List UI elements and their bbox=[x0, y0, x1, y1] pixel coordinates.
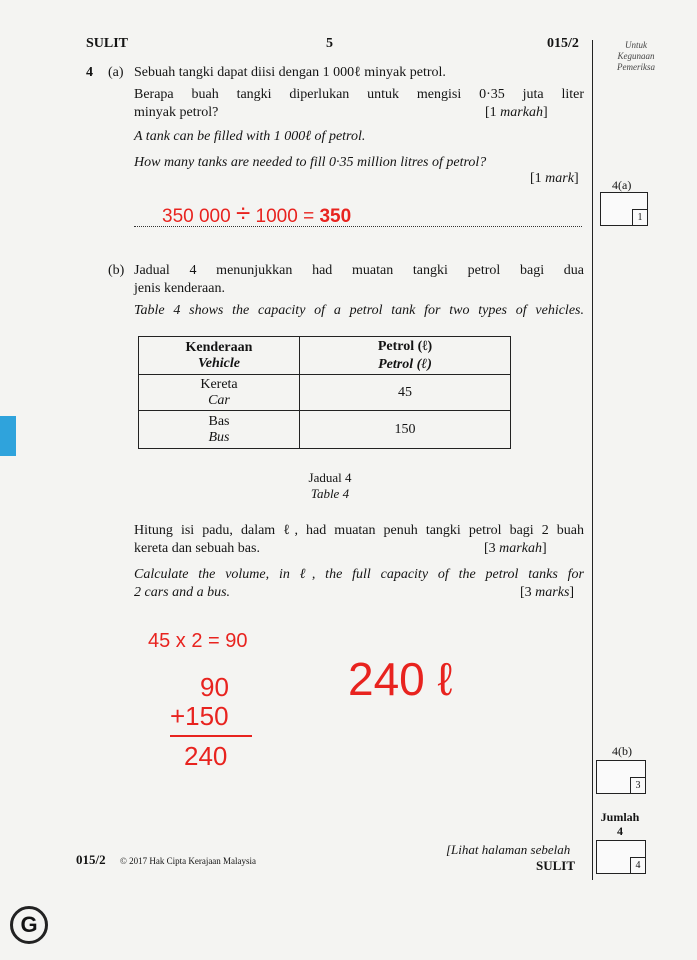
answer-line bbox=[134, 226, 582, 227]
footer-copyright: © 2017 Hak Cipta Kerajaan Malaysia bbox=[120, 856, 257, 866]
part-b-q-en2: 2 cars and a bus. bbox=[134, 585, 231, 600]
footer-next-page: [Lihat halaman sebelah bbox=[446, 842, 571, 857]
header-vehicle-en: Vehicle bbox=[198, 355, 240, 371]
row-car-value: 45 bbox=[300, 375, 511, 411]
answer-a-working bbox=[162, 198, 351, 229]
part-a-line2: Berapa buah tangki diperlukan untuk mengisi 0·35 juta liter bbox=[134, 87, 584, 102]
table-row bbox=[139, 375, 511, 411]
part-a-line1: Sebuah tangki dapat diisi dengan 1 000ℓ minyak petrol. bbox=[134, 65, 446, 80]
row-car-en: Car bbox=[208, 392, 230, 408]
answer-a-left: 350 000 bbox=[162, 206, 231, 227]
margin-4b-label: 4(b) bbox=[612, 744, 632, 758]
mark-box-4a bbox=[600, 192, 648, 226]
part-b-q-line1: Hitung isi padu, dalam ℓ, had muatan penuh tangki petrol bagi 2 buah bbox=[134, 523, 584, 538]
header-petrol-en: Petrol (ℓ) bbox=[378, 356, 432, 372]
part-b-q-line2: kereta dan sebuah bas. bbox=[134, 541, 260, 556]
table-row bbox=[139, 411, 511, 449]
part-b-line1: Jadual 4 menunjukkan had muatan tangki petrol bagi dua bbox=[134, 263, 584, 278]
margin-label-line: Pemeriksa bbox=[617, 62, 655, 72]
row-bus-ms: Bas bbox=[208, 413, 230, 429]
mark-box-4b bbox=[596, 760, 646, 794]
answer-a-right: 1000 = bbox=[255, 206, 315, 227]
header-petrol-ms: Petrol (ℓ) bbox=[377, 338, 433, 354]
part-a-line3: minyak petrol? bbox=[134, 105, 219, 120]
question-number: 4 bbox=[86, 65, 93, 80]
margin-label-line: Untuk bbox=[625, 40, 647, 50]
total-label-text: Jumlah bbox=[600, 810, 640, 824]
mark-box-total-max: 4 bbox=[630, 857, 646, 874]
work-add2: +150 bbox=[170, 701, 229, 731]
part-a-label: (a) bbox=[108, 65, 124, 80]
examiner-margin-line bbox=[592, 40, 593, 880]
answer-a-operator: ÷ bbox=[235, 198, 251, 228]
total-label bbox=[596, 810, 644, 838]
table-caption bbox=[300, 470, 360, 502]
part-b-mark-ms: [3 markah] bbox=[484, 541, 547, 556]
mark-box-4a-max: 1 bbox=[632, 209, 648, 226]
part-a-en-line2: How many tanks are needed to fill 0·35 million litres of petrol? bbox=[134, 155, 487, 170]
work-sum: 240 bbox=[184, 741, 228, 771]
part-a-mark-ms: [1 markah] bbox=[485, 105, 548, 120]
mark-box-total bbox=[596, 840, 646, 874]
final-answer: 240 ℓ bbox=[348, 653, 453, 705]
page-number: 5 bbox=[326, 36, 333, 51]
footer-sulit: SULIT bbox=[536, 858, 576, 873]
part-a-mark-en: [1 mark] bbox=[530, 171, 579, 186]
caption-en: Table 4 bbox=[310, 486, 350, 501]
work-step1: 45 x 2 = 90 bbox=[148, 630, 248, 652]
margin-4a-label: 4(a) bbox=[612, 178, 632, 192]
total-question-number: 4 bbox=[617, 824, 623, 838]
header-sulit: SULIT bbox=[86, 36, 129, 51]
caption-ms: Jadual 4 bbox=[308, 470, 352, 485]
answer-a-result: 350 bbox=[319, 206, 352, 227]
part-b-label: (b) bbox=[108, 263, 125, 278]
watermark-logo: G bbox=[10, 906, 48, 944]
mark-box-4b-max: 3 bbox=[630, 777, 646, 794]
side-tab bbox=[0, 416, 16, 456]
table-header-petrol bbox=[300, 337, 511, 375]
margin-label-line: Kegunaan bbox=[617, 51, 655, 61]
part-b-q-en1: Calculate the volume, in ℓ, the full capacity of the petrol tanks for bbox=[134, 567, 584, 582]
work-add1: 90 bbox=[200, 672, 229, 702]
row-bus-value: 150 bbox=[300, 411, 511, 449]
table-header-row bbox=[139, 337, 511, 375]
row-bus-en: Bus bbox=[208, 429, 230, 445]
table-header-vehicle bbox=[139, 337, 300, 375]
table-4 bbox=[138, 336, 511, 449]
part-b-mark-en: [3 marks] bbox=[520, 585, 575, 600]
work-sum-line bbox=[170, 735, 252, 737]
footer-code: 015/2 bbox=[76, 852, 106, 867]
part-b-en-line1: Table 4 shows the capacity of a petrol tank for two types of vehicles. bbox=[134, 303, 584, 318]
part-a-en-line1: A tank can be filled with 1 000ℓ of petrol. bbox=[134, 129, 366, 144]
part-b-line2: jenis kenderaan. bbox=[134, 281, 225, 296]
paper-code: 015/2 bbox=[547, 36, 579, 51]
header-vehicle-ms: Kenderaan bbox=[185, 339, 253, 355]
examiner-use-label bbox=[606, 40, 666, 73]
row-car-ms: Kereta bbox=[200, 376, 238, 392]
